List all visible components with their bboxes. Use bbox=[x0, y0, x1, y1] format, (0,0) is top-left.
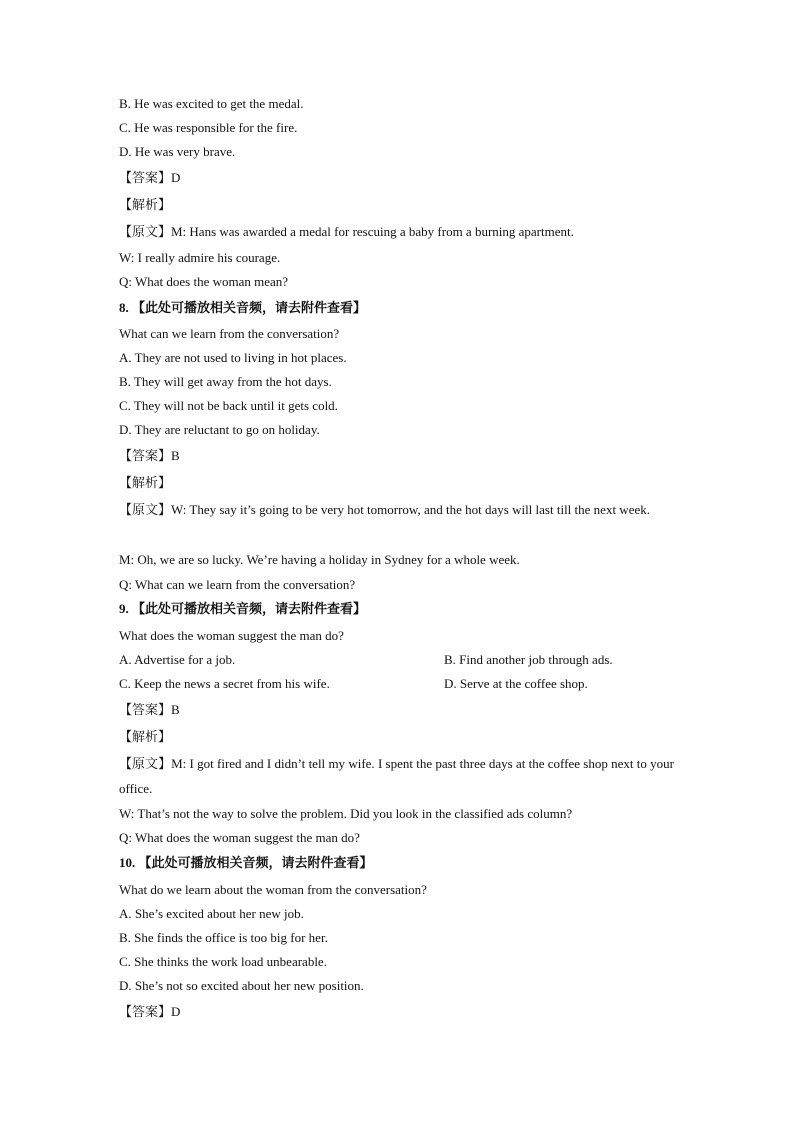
q9-transcript-m: 【原文】M: I got fired and I didn’t tell my wife. I spent the past three days at the coffee shop next to your office. bbox=[119, 756, 674, 796]
q9-heading: 9. 【此处可播放相关音频，请去附件查看】 bbox=[119, 601, 367, 616]
q10-option-c: C. She thinks the work load unbearable. bbox=[119, 954, 327, 969]
q8-option-c: C. They will not be back until it gets cold. bbox=[119, 398, 338, 413]
q9-option-c: C. Keep the news a secret from his wife. bbox=[119, 676, 330, 691]
q7-option-b: B. He was excited to get the medal. bbox=[119, 96, 304, 111]
q9-question: What does the woman suggest the man do? bbox=[119, 628, 344, 643]
q8-transcript-q: Q: What can we learn from the conversation? bbox=[119, 577, 356, 592]
q8-option-a: A. They are not used to living in hot places. bbox=[119, 350, 347, 365]
q8-transcript-m: M: Oh, we are so lucky. We’re having a holiday in Sydney for a whole week. bbox=[119, 552, 520, 567]
q9-transcript-q: Q: What does the woman suggest the man do? bbox=[119, 830, 360, 845]
q7-option-c: C. He was responsible for the fire. bbox=[119, 120, 298, 135]
q10-answer: 【答案】D bbox=[119, 1004, 181, 1019]
q8-answer: 【答案】B bbox=[119, 448, 180, 463]
q8-question: What can we learn from the conversation? bbox=[119, 326, 340, 341]
q9-analysis-label: 【解析】 bbox=[119, 729, 172, 744]
q7-analysis-label: 【解析】 bbox=[119, 197, 172, 212]
q7-transcript-m: 【原文】M: Hans was awarded a medal for rescuing a baby from a burning apartment. bbox=[119, 224, 574, 239]
q10-heading: 10. 【此处可播放相关音频，请去附件查看】 bbox=[119, 855, 373, 870]
q8-transcript-w: 【原文】W: They say it’s going to be very hot tomorrow, and the hot days will last till the next week. bbox=[119, 502, 650, 517]
q8-heading: 8. 【此处可播放相关音频，请去附件查看】 bbox=[119, 300, 367, 315]
q9-transcript-w: W: That’s not the way to solve the problem. Did you look in the classified ads column? bbox=[119, 806, 573, 821]
q10-option-d: D. She’s not so excited about her new position. bbox=[119, 978, 364, 993]
q7-answer: 【答案】D bbox=[119, 170, 181, 185]
q8-option-b: B. They will get away from the hot days. bbox=[119, 374, 332, 389]
q9-option-a: A. Advertise for a job. bbox=[119, 652, 236, 667]
q9-option-b: B. Find another job through ads. bbox=[444, 652, 613, 667]
q9-answer: 【答案】B bbox=[119, 702, 180, 717]
q8-analysis-label: 【解析】 bbox=[119, 475, 172, 490]
q10-option-a: A. She’s excited about her new job. bbox=[119, 906, 304, 921]
q7-option-d: D. He was very brave. bbox=[119, 144, 236, 159]
q9-option-d: D. Serve at the coffee shop. bbox=[444, 676, 588, 691]
q10-question: What do we learn about the woman from the conversation? bbox=[119, 882, 427, 897]
q7-transcript-w: W: I really admire his courage. bbox=[119, 250, 281, 265]
q8-option-d: D. They are reluctant to go on holiday. bbox=[119, 422, 320, 437]
q7-transcript-q: Q: What does the woman mean? bbox=[119, 274, 289, 289]
q10-option-b: B. She finds the office is too big for her. bbox=[119, 930, 328, 945]
